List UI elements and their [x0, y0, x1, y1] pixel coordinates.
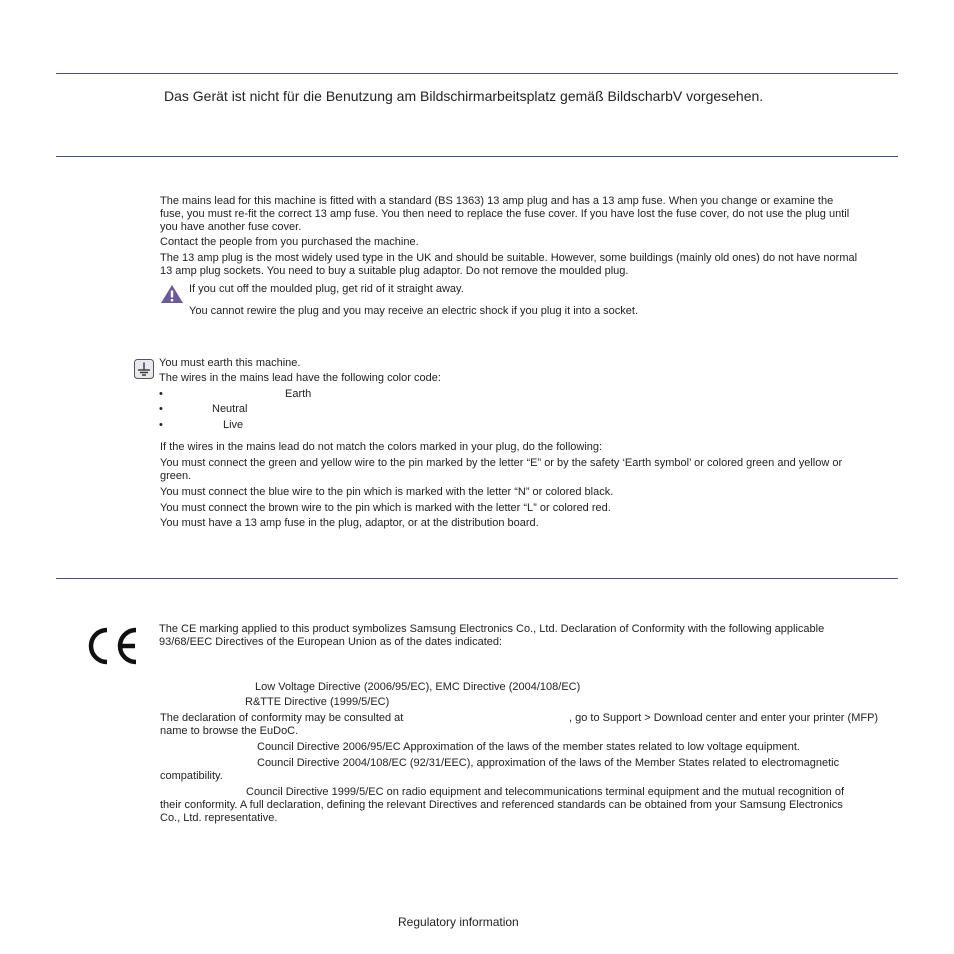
ce-lvd-text: Council Directive 2006/95/EC Approximation of the laws of the member states related to low voltage equipment.: [257, 741, 800, 753]
earth-line-1: You must earth this machine.: [159, 357, 301, 369]
ce-directive-1: Low Voltage Directive (2006/95/EC), EMC Directive (2004/108/EC): [255, 681, 581, 693]
earth-symbol-icon: [134, 359, 154, 379]
color-code-live: Live: [223, 419, 244, 431]
section-divider-uk-plug: [56, 156, 898, 157]
color-code-earth: Earth: [285, 388, 312, 400]
uk-plug-para1-line2: fuse, you must re-fit the correct 13 amp fuse. You then need to replace the fuse cover. If you have lost the fuse cover, do not use the plug until: [160, 208, 850, 220]
earth-step4: You must have a 13 amp fuse in the plug, adaptor, or at the distribution board.: [160, 517, 539, 529]
uk-plug-para1-line3: you have another fuse cover.: [160, 221, 302, 233]
bullet: •: [159, 419, 163, 431]
color-code-neutral: Neutral: [212, 403, 248, 415]
ce-emc-text-line2: compatibility.: [160, 770, 223, 782]
section-divider-top: [56, 73, 898, 74]
earth-line-2: The wires in the mains lead have the following color code:: [159, 372, 441, 384]
section-divider-ce: [56, 578, 898, 579]
bullet: •: [159, 403, 163, 415]
warning-text-2: You cannot rewire the plug and you may receive an electric shock if you plug it into a socket.: [189, 305, 639, 317]
ce-emc-text-line1: Council Directive 2004/108/EC (92/31/EEC), approximation of the laws of the Member States related to electromagnetic: [257, 757, 840, 769]
earth-step3: You must connect the brown wire to the pin which is marked with the letter “L” or colored red.: [160, 502, 611, 514]
ce-rtte-text-line3: Co., Ltd. representative.: [160, 812, 278, 824]
page-footer: Regulatory information: [398, 915, 519, 929]
german-display-notice: Das Gerät ist nicht für die Benutzung am Bildschirmarbeitsplatz gemäß BildscharbV vorgesehen.: [164, 88, 764, 104]
uk-plug-para3-line1: The 13 amp plug is the most widely used type in the UK and should be suitable. However, some buildings (mainly old ones) do not have normal: [160, 252, 858, 264]
ce-intro-line2: 93/68/EEC Directives of the European Union as of the dates indicated:: [159, 636, 503, 648]
earth-step1-line2: green.: [160, 470, 192, 482]
ce-directive-2: R&TTE Directive (1999/5/EC): [245, 696, 390, 708]
earth-step2: You must connect the blue wire to the pin which is marked with the letter “N” or colored black.: [160, 486, 614, 498]
ce-rtte-text-line1: Council Directive 1999/5/EC on radio equipment and telecommunications terminal equipment and the mutual recognition of: [246, 786, 845, 798]
warning-icon: [160, 284, 184, 304]
warning-text-1: If you cut off the moulded plug, get rid of it straight away.: [189, 283, 464, 295]
earth-intro: If the wires in the mains lead do not match the colors marked in your plug, do the following:: [160, 441, 603, 453]
ce-mark-icon: [82, 625, 140, 667]
ce-declaration-line1b: , go to Support > Download center and enter your printer (MFP): [569, 712, 879, 724]
uk-plug-para3-line2: 13 amp plug sockets. You need to buy a suitable plug adaptor. Do not remove the moulded plug.: [160, 265, 629, 277]
ce-rtte-text-line2: their conformity. A full declaration, defining the relevant Directives and referenced standards can be obtained from your Samsung Electronics: [160, 799, 843, 811]
ce-declaration-line2: name to browse the EuDoC.: [160, 725, 299, 737]
uk-plug-para2: Contact the people from you purchased the machine.: [160, 236, 419, 248]
ce-declaration-line1a: The declaration of conformity may be consulted at: [160, 712, 404, 724]
bullet: •: [159, 388, 163, 400]
ce-intro-line1: The CE marking applied to this product symbolizes Samsung Electronics Co., Ltd. Declaration of Conformity with the following applicable: [159, 623, 825, 635]
uk-plug-para1-line1: The mains lead for this machine is fitted with a standard (BS 1363) 13 amp plug and has a 13 amp fuse. When you change or examine the: [160, 195, 834, 207]
earth-step1-line1: You must connect the green and yellow wire to the pin marked by the letter “E” or by the safety ‘Earth symbol’ or colored green and yellow or: [160, 457, 843, 469]
